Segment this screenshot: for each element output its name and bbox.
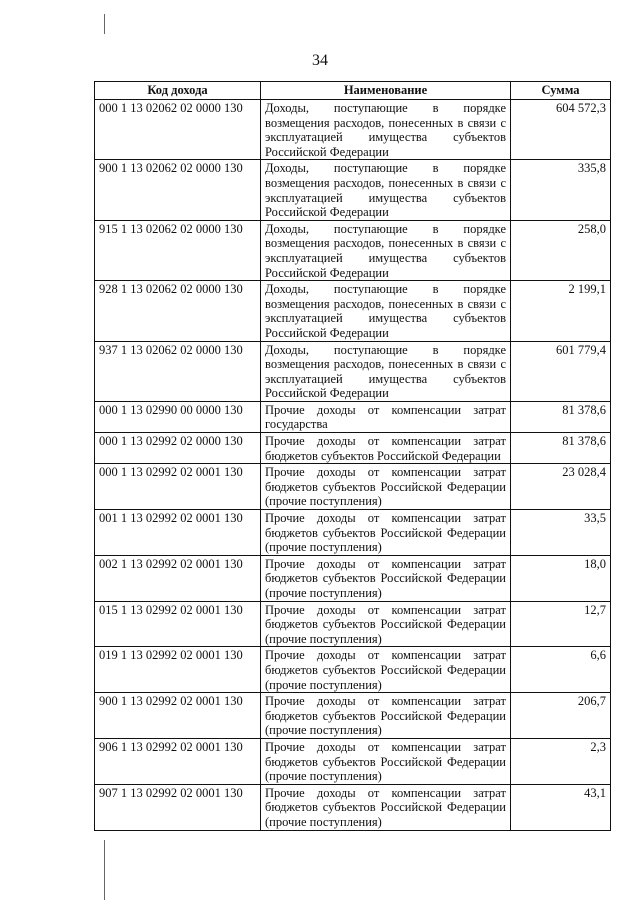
revenue-name-cell: Прочие доходы от компенсации затрат государства xyxy=(261,401,511,432)
revenue-name-cell: Доходы, поступающие в порядке возмещения расходов, понесенных в связи с эксплуатацией имущества субъектов Российской Федерации xyxy=(261,220,511,280)
revenue-code-cell: 915 1 13 02062 02 0000 130 xyxy=(95,220,261,280)
table-row xyxy=(95,601,611,647)
table-row xyxy=(95,281,611,341)
table-row xyxy=(95,100,611,160)
revenue-code-cell: 000 1 13 02992 02 0001 130 xyxy=(95,464,261,510)
revenue-code-cell: 000 1 13 02990 00 0000 130 xyxy=(95,401,261,432)
revenue-name-cell: Доходы, поступающие в порядке возмещения расходов, понесенных в связи с эксплуатацией имущества субъектов Российской Федерации xyxy=(261,281,511,341)
revenue-sum-cell: 33,5 xyxy=(511,510,611,556)
revenue-name-cell: Прочие доходы от компенсации затрат бюджетов субъектов Российской Федерации (прочие поступления) xyxy=(261,647,511,693)
revenue-name-cell: Прочие доходы от компенсации затрат бюджетов субъектов Российской Федерации (прочие поступления) xyxy=(261,601,511,647)
revenue-table xyxy=(94,81,611,831)
revenue-code-cell: 907 1 13 02992 02 0001 130 xyxy=(95,784,261,830)
revenue-code-cell: 002 1 13 02992 02 0001 130 xyxy=(95,555,261,601)
revenue-name-cell: Прочие доходы от компенсации затрат бюджетов субъектов Российской Федерации (прочие поступления) xyxy=(261,738,511,784)
table-row xyxy=(95,647,611,693)
revenue-sum-cell: 335,8 xyxy=(511,160,611,220)
revenue-name-cell: Доходы, поступающие в порядке возмещения расходов, понесенных в связи с эксплуатацией имущества субъектов Российской Федерации xyxy=(261,100,511,160)
revenue-name-cell: Прочие доходы от компенсации затрат бюджетов субъектов Российской Федерации (прочие поступления) xyxy=(261,464,511,510)
table-header-row xyxy=(95,82,611,100)
table-row xyxy=(95,220,611,280)
table-row xyxy=(95,784,611,830)
revenue-sum-cell: 206,7 xyxy=(511,693,611,739)
revenue-code-cell: 900 1 13 02062 02 0000 130 xyxy=(95,160,261,220)
table-row xyxy=(95,341,611,401)
revenue-sum-cell: 2,3 xyxy=(511,738,611,784)
revenue-sum-cell: 2 199,1 xyxy=(511,281,611,341)
revenue-sum-cell: 12,7 xyxy=(511,601,611,647)
revenue-sum-cell: 23 028,4 xyxy=(511,464,611,510)
revenue-name-cell: Доходы, поступающие в порядке возмещения расходов, понесенных в связи с эксплуатацией имущества субъектов Российской Федерации xyxy=(261,160,511,220)
revenue-name-cell: Прочие доходы от компенсации затрат бюджетов субъектов Российской Федерации (прочие поступления) xyxy=(261,693,511,739)
table-row xyxy=(95,693,611,739)
table-row xyxy=(95,401,611,432)
header-code: Код дохода xyxy=(95,82,261,100)
header-name: Наименование xyxy=(261,82,511,100)
revenue-name-cell: Прочие доходы от компенсации затрат бюджетов субъектов Российской Федерации (прочие поступления) xyxy=(261,510,511,556)
revenue-code-cell: 906 1 13 02992 02 0001 130 xyxy=(95,738,261,784)
revenue-name-cell: Прочие доходы от компенсации затрат бюджетов субъектов Российской Федерации xyxy=(261,433,511,464)
margin-scan-line-top xyxy=(104,14,105,34)
revenue-sum-cell: 601 779,4 xyxy=(511,341,611,401)
table-row xyxy=(95,555,611,601)
page-number: 34 xyxy=(312,52,328,69)
revenue-sum-cell: 43,1 xyxy=(511,784,611,830)
header-sum: Сумма xyxy=(511,82,611,100)
revenue-code-cell: 001 1 13 02992 02 0001 130 xyxy=(95,510,261,556)
revenue-code-cell: 928 1 13 02062 02 0000 130 xyxy=(95,281,261,341)
margin-scan-line-bottom xyxy=(104,840,105,900)
revenue-code-cell: 019 1 13 02992 02 0001 130 xyxy=(95,647,261,693)
revenue-sum-cell: 81 378,6 xyxy=(511,401,611,432)
revenue-name-cell: Прочие доходы от компенсации затрат бюджетов субъектов Российской Федерации (прочие поступления) xyxy=(261,784,511,830)
table-row xyxy=(95,738,611,784)
revenue-code-cell: 900 1 13 02992 02 0001 130 xyxy=(95,693,261,739)
table-body xyxy=(95,100,611,831)
revenue-sum-cell: 18,0 xyxy=(511,555,611,601)
revenue-code-cell: 937 1 13 02062 02 0000 130 xyxy=(95,341,261,401)
revenue-code-cell: 015 1 13 02992 02 0001 130 xyxy=(95,601,261,647)
revenue-name-cell: Прочие доходы от компенсации затрат бюджетов субъектов Российской Федерации (прочие поступления) xyxy=(261,555,511,601)
table-row xyxy=(95,433,611,464)
revenue-sum-cell: 604 572,3 xyxy=(511,100,611,160)
revenue-code-cell: 000 1 13 02062 02 0000 130 xyxy=(95,100,261,160)
table-row xyxy=(95,464,611,510)
table-row xyxy=(95,160,611,220)
revenue-sum-cell: 258,0 xyxy=(511,220,611,280)
revenue-sum-cell: 81 378,6 xyxy=(511,433,611,464)
revenue-name-cell: Доходы, поступающие в порядке возмещения расходов, понесенных в связи с эксплуатацией имущества субъектов Российской Федерации xyxy=(261,341,511,401)
revenue-code-cell: 000 1 13 02992 02 0000 130 xyxy=(95,433,261,464)
revenue-sum-cell: 6,6 xyxy=(511,647,611,693)
table-row xyxy=(95,510,611,556)
